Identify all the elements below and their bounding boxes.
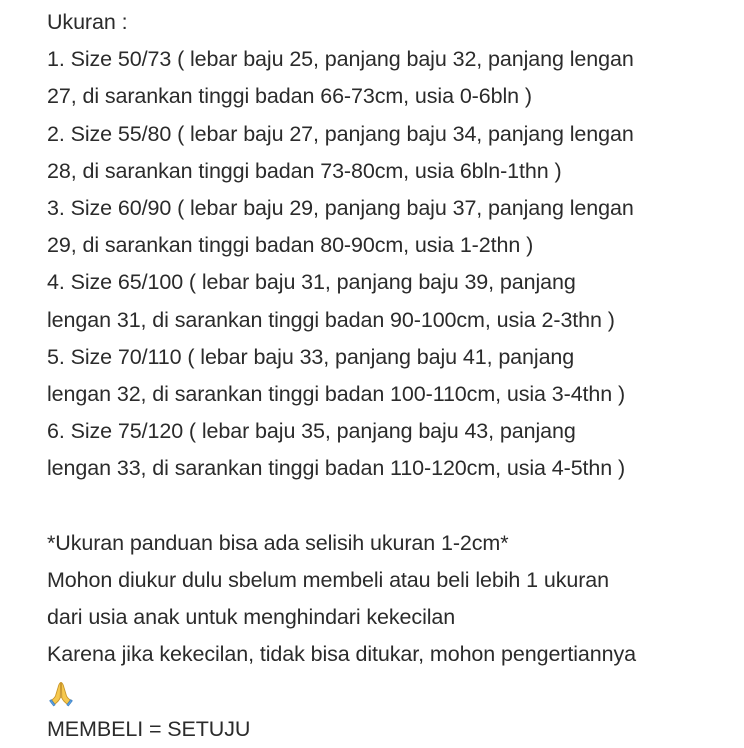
exchange-policy-text: Karena jika kekecilan, tidak bisa ditukar, mohon pengertiannya <box>47 642 636 667</box>
advice-text-line-2: dari usia anak untuk menghindari kekecilan <box>47 605 456 629</box>
size-item-6-line-2: lengan 33, di sarankan tinggi badan 110-120cm, usia 4-5thn ) <box>47 456 626 481</box>
size-item-3-line-2: 29, di sarankan tinggi badan 80-90cm, usia 1-2thn ) <box>47 233 534 258</box>
size-item-6-line-1: 6. Size 75/120 ( lebar baju 35, panjang baju 43, panjang <box>47 419 576 444</box>
size-item-4-line-1: 4. Size 65/100 ( lebar baju 31, panjang baju 39, panjang <box>47 270 576 295</box>
size-item-4-line-2: lengan 31, di sarankan tinggi badan 90-100cm, usia 2-3thn ) <box>47 307 615 332</box>
size-item-5-line-1: 5. Size 70/110 ( lebar baju 33, panjang baju 41, panjang <box>47 344 575 369</box>
advice-text-line-1: Mohon diukur dulu sbelum membeli atau beli lebih 1 ukuran <box>47 567 609 592</box>
disclaimer-text: *Ukuran panduan bisa ada selisih ukuran 1-2cm* <box>47 530 509 555</box>
size-item-1-line-1: 1. Size 50/73 ( lebar baju 25, panjang baju 32, panjang lengan <box>47 47 634 72</box>
paragraph-spacer <box>47 487 737 524</box>
size-item-1-line-2: 27, di sarankan tinggi badan 66-73cm, usia 0-6bln ) <box>47 84 532 109</box>
size-item-2-line-1: 2. Size 55/80 ( lebar baju 27, panjang baju 34, panjang lengan <box>47 121 634 146</box>
emoji-line <box>47 673 737 710</box>
size-guide-title: Ukuran : <box>47 10 128 34</box>
size-item-3-line-1: 3. Size 60/90 ( lebar baju 29, panjang baju 37, panjang lengan <box>47 195 634 220</box>
size-guide-document <box>47 4 737 748</box>
agreement-text: MEMBELI = SETUJU <box>47 716 251 741</box>
size-item-5-line-2: lengan 32, di sarankan tinggi badan 100-110cm, usia 3-4thn ) <box>47 381 626 406</box>
folded-hands-icon <box>47 679 75 707</box>
size-item-2-line-2: 28, di sarankan tinggi badan 73-80cm, usia 6bln-1thn ) <box>47 158 562 183</box>
